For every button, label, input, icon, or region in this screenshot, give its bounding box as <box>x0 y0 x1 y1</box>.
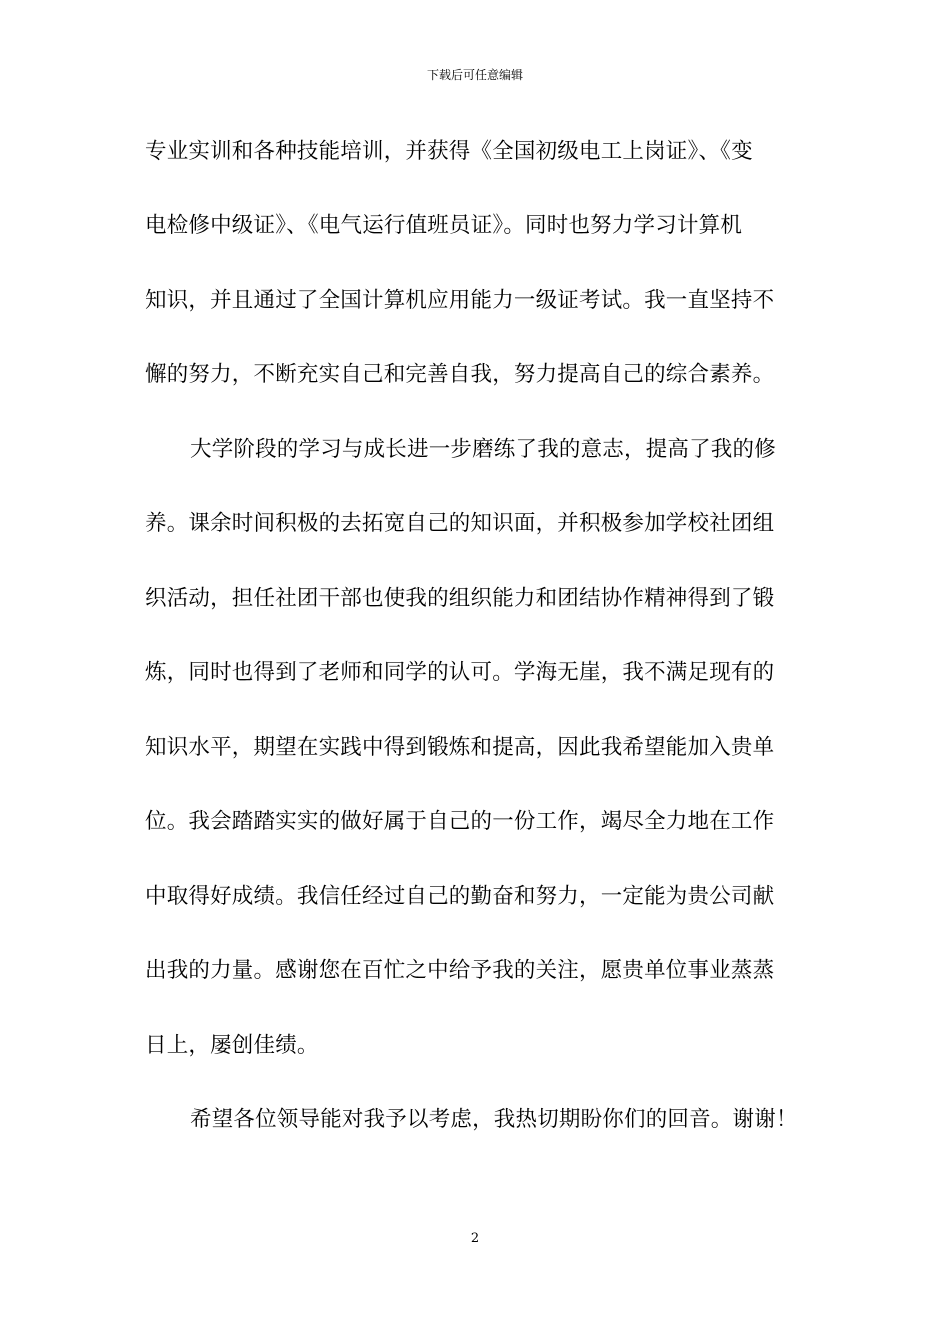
body-text-line: 知识水平，期望在实践中得到锻炼和提高，因此我希望能加入贵单 <box>145 735 775 760</box>
page-header: 下载后可任意编辑 <box>426 68 523 82</box>
body-text-line: 织活动，担任社团干部也使我的组织能力和团结协作精神得到了锻 <box>145 586 775 611</box>
body-text-line: 日上，屡创佳绩。 <box>145 1033 319 1058</box>
page-number: 2 <box>470 1231 480 1246</box>
body-text-line: 出我的力量。感谢您在百忙之中给予我的关注，愿贵单位事业蒸蒸 <box>145 958 775 983</box>
body-text-line: 中取得好成绩。我信任经过自己的勤奋和努力，一定能为贵公司献 <box>145 884 775 909</box>
body-text-line: 知识，并且通过了全国计算机应用能力一级证考试。我一直坚持不 <box>145 288 775 313</box>
body-text-line: 电检修中级证》、《电气运行值班员证》。同时也努力学习计算机 <box>145 213 743 238</box>
body-text-line: 养。课余时间积极的去拓宽自己的知识面，并积极参加学校社团组 <box>145 511 775 536</box>
body-text-line: 炼，同时也得到了老师和同学的认可。学海无崖，我不满足现有的 <box>145 660 775 685</box>
body-text-line: 专业实训和各种技能培训，并获得《全国初级电工上岗证》、《变 <box>145 139 753 164</box>
body-text-line: 懈的努力，不断充实自己和完善自我，努力提高自己的综合素养。 <box>145 362 775 387</box>
paragraph-first-line: 大学阶段的学习与成长进一步磨练了我的意志，提高了我的修 <box>190 437 776 462</box>
paragraph-first-line: 希望各位领导能对我予以考虑，我热切期盼你们的回音。谢谢！ <box>190 1107 798 1132</box>
body-text-line: 位。我会踏踏实实的做好属于自己的一份工作，竭尽全力地在工作 <box>145 809 775 834</box>
